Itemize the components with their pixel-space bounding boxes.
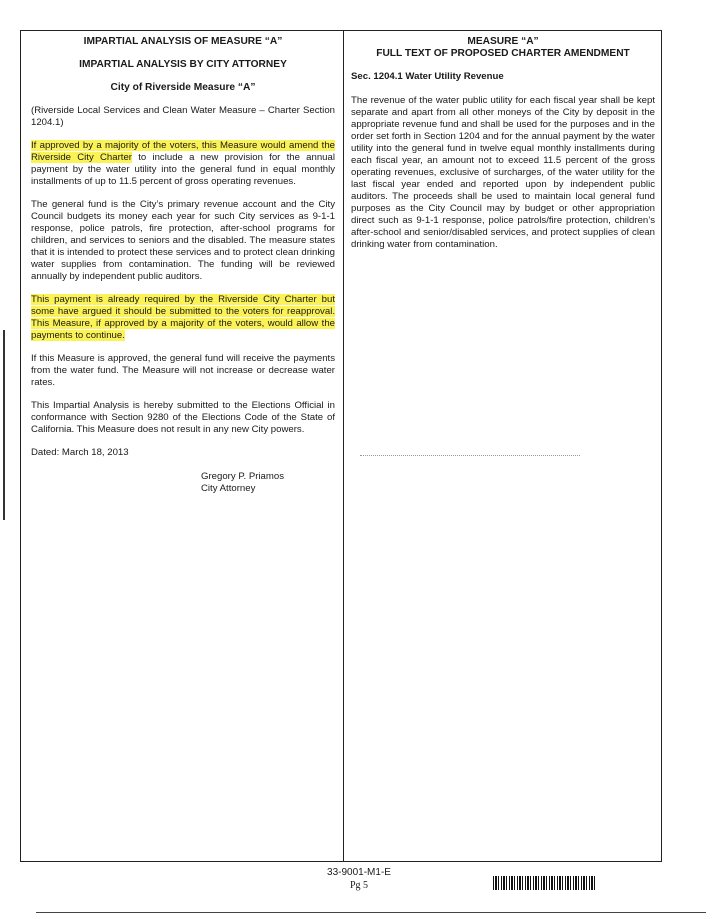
highlighted-text: This payment is already required by the Riverside City Charter but some have argued it should be submitted to the voters for reapproval. This Measure, if approved by a majority of the voters, would allow the payments to continue. [31, 294, 335, 341]
document-code: 33-9001-M1-E [327, 867, 391, 878]
column-divider [343, 31, 344, 861]
impartial-analysis-column [31, 31, 335, 495]
dated-line: Dated: March 18, 2013 [31, 447, 129, 458]
highlighted-text: If approved by a majority of the voters, this Measure would amend the Riverside City Charter [31, 140, 335, 163]
full-text-column [351, 31, 655, 251]
margin-mark [3, 330, 5, 520]
page-number: Pg 5 [349, 880, 369, 891]
amendment-body: The revenue of the water public utility for each fiscal year shall be kept separate and apart from all other moneys of the City by deposit in the appropriate revenue fund and shall be used for the purposes and in the order set forth in Section 1204 and for the annual payment by the water utility into the general fund in twelve equal monthly installments during each fiscal year, an amount not to exceed 11.5 percent of the gross operating revenues, exclusive of surcharges, of the water utility for the last fiscal year ended and reported upon by independent public auditors. The proceeds shall be used to maintain local general fund purposes as the City Council may by budget or other appropriation direct such as 9-1-1 response, police patrols/fire protection, children’s after-school and senior/disabled services, and protect supplies of clean drinking water from contamination. [351, 95, 655, 250]
document-frame [20, 30, 662, 862]
faint-dotted-line [360, 455, 580, 456]
paragraph-2: The general fund is the City’s primary revenue account and the City Council budgets its money each year for such City services as 9-1-1 response, police patrols, fire protection, after-school programs for children, and services to seniors and the disabled. The measure states that it is intended to protect these services and to protect clean drinking water supplies from contamination. The funding will be reviewed annually by independent public auditors. [31, 199, 335, 282]
paragraph-1 [31, 140, 335, 188]
analysis-subtitle: IMPARTIAL ANALYSIS BY CITY ATTORNEY [79, 59, 287, 70]
paragraph-3 [31, 294, 335, 342]
section-heading: Sec. 1204.1 Water Utility Revenue [351, 71, 504, 82]
analysis-title: IMPARTIAL ANALYSIS OF MEASURE “A” [83, 36, 283, 47]
bottom-rule [36, 912, 706, 913]
measure-heading: City of Riverside Measure “A” [110, 82, 256, 93]
barcode [493, 876, 597, 890]
paragraph-4: If this Measure is approved, the general fund will receive the payments from the water fund. The Measure will not increase or decrease water rates. [31, 353, 335, 388]
intro-paragraph: (Riverside Local Services and Clean Water Measure – Charter Section 1204.1) [31, 105, 335, 128]
measure-title: MEASURE “A” [467, 36, 539, 47]
signer-name: Gregory P. Priamos [201, 471, 284, 482]
full-text-title: FULL TEXT OF PROPOSED CHARTER AMENDMENT [376, 48, 630, 59]
signer-title: City Attorney [201, 483, 256, 494]
paragraph-5: This Impartial Analysis is hereby submitted to the Elections Official in conformance with Section 9280 of the Elections Code of the State of California. This Measure does not result in any new City powers. [31, 400, 335, 435]
paragraph-1-text: to include a new provision for the annual payment by the water utility into the general fund in equal monthly installments of up to 11.5 percent of gross operating revenues. [31, 152, 335, 187]
